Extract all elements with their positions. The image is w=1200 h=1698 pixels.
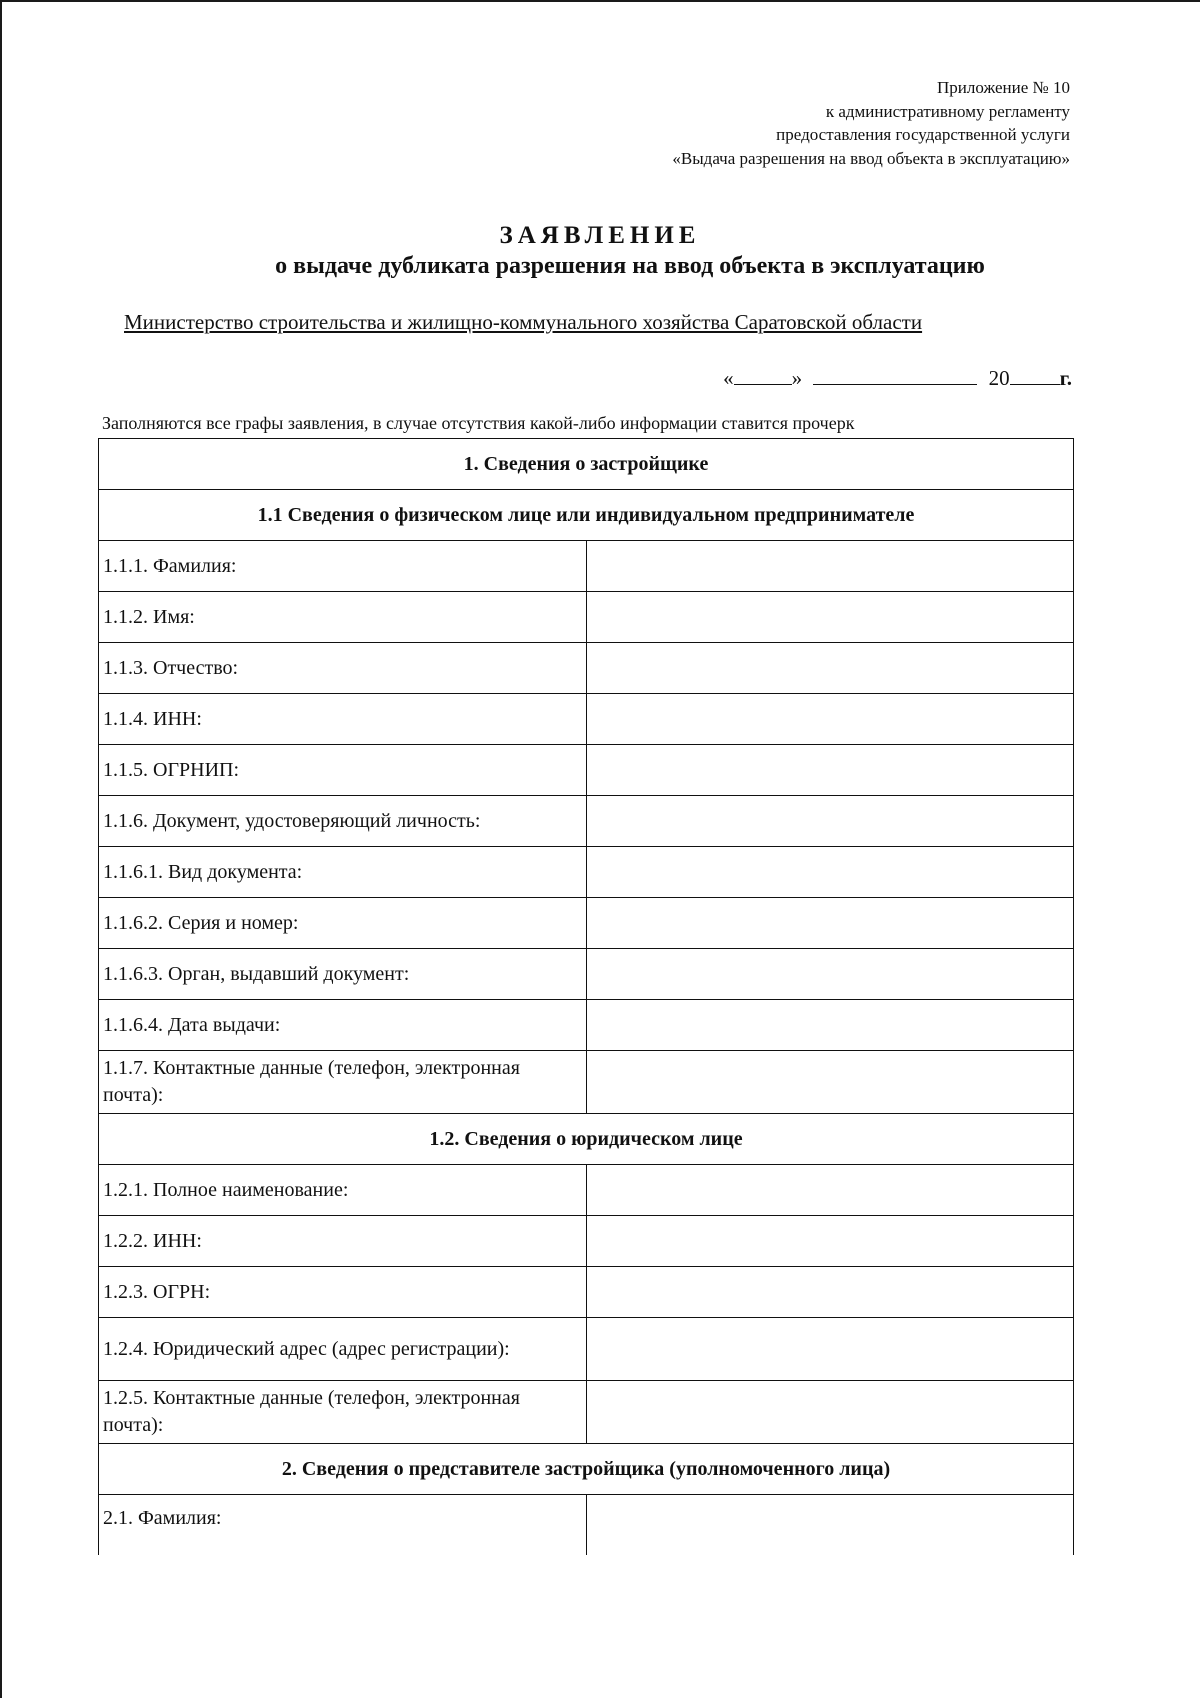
section-header-row [99,1114,1074,1165]
appendix-line-3: предоставления государственной услуги [776,125,1070,144]
section-2-title: 2. Сведения о представителе застройщика (уполномоченного лица) [99,1444,1074,1495]
date-open-quote: « [723,366,734,390]
date-year-blank[interactable] [1010,365,1060,385]
appendix-line-4: «Выдача разрешения на ввод объекта в эксплуатацию» [672,148,1070,168]
field-label-name: 1.1.2. Имя: [99,592,587,643]
form-row [99,643,1074,694]
field-value-legal-inn[interactable] [586,1216,1074,1267]
ministry-name: Министерство строительства и жилищно-коммунального хозяйства Саратовской области [124,310,923,334]
appendix-line-1: Приложение № 10 [937,78,1070,97]
application-form-table [98,438,1074,1555]
form-row [99,898,1074,949]
field-value-legal-address[interactable] [586,1318,1074,1381]
field-label-patronymic: 1.1.3. Отчество: [99,643,587,694]
field-value-ogrn[interactable] [586,1267,1074,1318]
date-day-blank[interactable] [734,365,792,385]
field-value-id-document[interactable] [586,796,1074,847]
form-row [99,847,1074,898]
field-value-series-number[interactable] [586,898,1074,949]
field-value-document-type[interactable] [586,847,1074,898]
appendix-line-2: к административному регламенту [825,101,1070,121]
form-row [99,1051,1074,1114]
field-label-inn: 1.1.4. ИНН: [99,694,587,745]
document-title: ЗАЯВЛЕНИЕ [499,222,701,249]
instruction-note: Заполняются все графы заявления, в случае отсутствия какой-либо информации ставится прочерк [102,413,855,433]
form-row [99,796,1074,847]
field-label-issuing-authority: 1.1.6.3. Орган, выдавший документ: [99,949,587,1000]
field-value-issue-date[interactable] [586,1000,1074,1051]
section-1-title: 1. Сведения о застройщике [99,439,1074,490]
section-1-1-title: 1.1 Сведения о физическом лице или индивидуальном предпринимателе [99,490,1074,541]
field-value-ogrnip[interactable] [586,745,1074,796]
field-value-surname[interactable] [586,541,1074,592]
field-label-surname: 1.1.1. Фамилия: [99,541,587,592]
form-row [99,694,1074,745]
field-value-full-name[interactable] [586,1165,1074,1216]
section-1-2-title: 1.2. Сведения о юридическом лице [99,1114,1074,1165]
field-value-rep-surname[interactable] [586,1495,1074,1556]
scan-border-top [0,0,1200,2]
form-row [99,745,1074,796]
date-year-prefix: 20 [988,366,1010,390]
field-label-legal-contacts: 1.2.5. Контактные данные (телефон, электронная почта): [99,1381,587,1444]
date-month-blank[interactable] [813,365,977,385]
form-row [99,1000,1074,1051]
date-line [723,365,1072,391]
form-row [99,541,1074,592]
field-value-inn[interactable] [586,694,1074,745]
field-value-legal-contacts[interactable] [586,1381,1074,1444]
appendix-header [470,76,1070,170]
form-row [99,1381,1074,1444]
form-row [99,1216,1074,1267]
form-row [99,592,1074,643]
form-row [99,1318,1074,1381]
field-label-legal-address: 1.2.4. Юридический адрес (адрес регистрации): [99,1318,587,1381]
field-label-legal-inn: 1.2.2. ИНН: [99,1216,587,1267]
field-value-contacts[interactable] [586,1051,1074,1114]
field-label-id-document: 1.1.6. Документ, удостоверяющий личность: [99,796,587,847]
field-label-rep-surname: 2.1. Фамилия: [99,1495,587,1556]
document-subtitle: о выдаче дубликата разрешения на ввод объекта в эксплуатацию [275,253,985,279]
form-row [99,949,1074,1000]
field-label-series-number: 1.1.6.2. Серия и номер: [99,898,587,949]
field-label-document-type: 1.1.6.1. Вид документа: [99,847,587,898]
section-header-row [99,490,1074,541]
date-close-quote: » [791,366,803,390]
form-row [99,1165,1074,1216]
field-label-ogrn: 1.2.3. ОГРН: [99,1267,587,1318]
section-header-row [99,439,1074,490]
form-row [99,1495,1074,1556]
field-value-issuing-authority[interactable] [586,949,1074,1000]
field-value-name[interactable] [586,592,1074,643]
field-label-full-name: 1.2.1. Полное наименование: [99,1165,587,1216]
date-year-suffix: г. [1059,366,1072,390]
field-value-patronymic[interactable] [586,643,1074,694]
field-label-contacts: 1.1.7. Контактные данные (телефон, электронная почта): [99,1051,587,1114]
section-header-row [99,1444,1074,1495]
field-label-issue-date: 1.1.6.4. Дата выдачи: [99,1000,587,1051]
form-row [99,1267,1074,1318]
field-label-ogrnip: 1.1.5. ОГРНИП: [99,745,587,796]
